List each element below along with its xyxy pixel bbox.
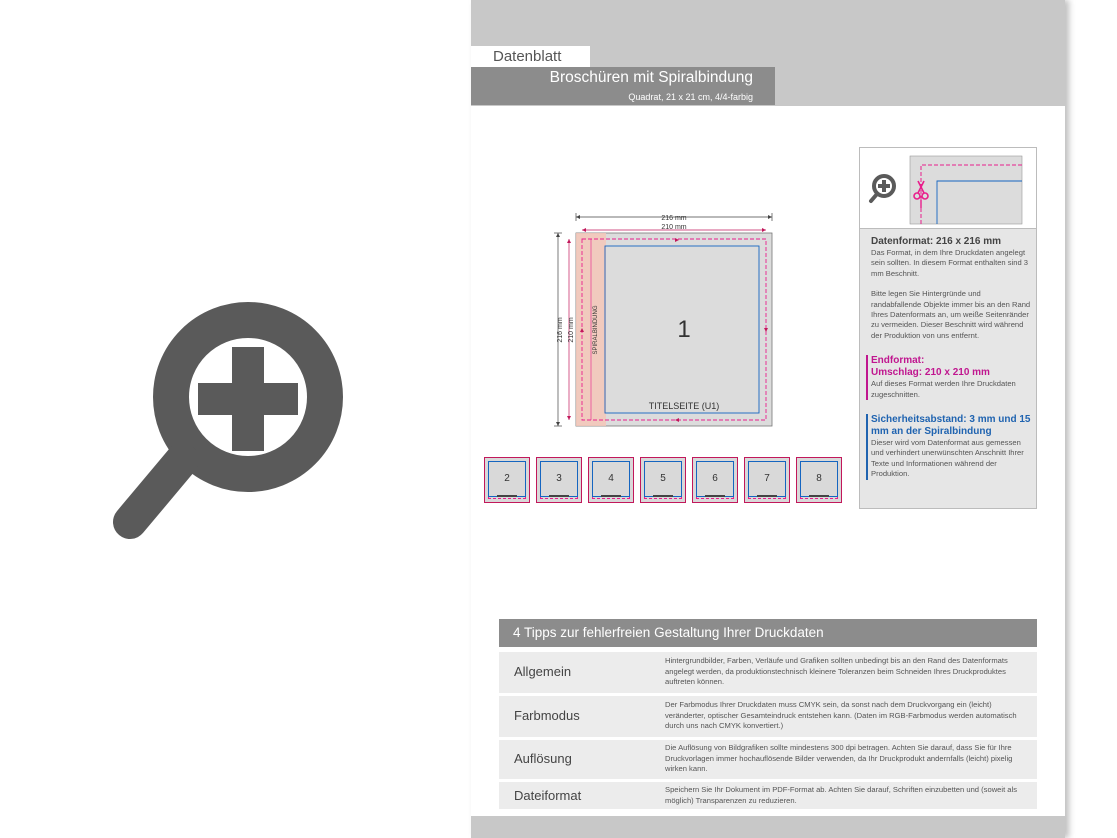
format-diagram xyxy=(549,205,779,435)
thumbnail-number: 7 xyxy=(764,473,770,484)
zoom-in-icon-small xyxy=(871,176,894,201)
thumbnail-spiral-icon xyxy=(653,495,673,497)
safety-margin-text: Dieser wird vom Datenformat aus gemessen und verhindert unerwünschten Anschnitt Ihrer Texte und Informationen während der Produktion. xyxy=(871,438,1024,479)
table-row xyxy=(499,740,1037,779)
info-preview xyxy=(860,148,1036,229)
thumbnail-number: 2 xyxy=(504,473,510,484)
page-subtitle: Quadrat, 21 x 21 cm, 4/4-farbig xyxy=(628,92,753,102)
tip-label: Allgemein xyxy=(514,664,572,679)
page-title: Broschüren mit Spiralbindung xyxy=(549,69,753,86)
tip-text: Die Auflösung von Bildgrafiken sollte mindestens 300 dpi betragen. Achten Sie darauf, dass Sie für Ihre Druckvorlagen immer hochauflösende Bilder verwenden, da Ihr Druckprodukt andernfalls (leicht) pixelig wirken kann. xyxy=(665,743,1013,774)
tip-label: Auflösung xyxy=(514,751,572,766)
page-thumbnail[interactable] xyxy=(484,457,530,503)
page-thumbnails xyxy=(484,457,846,507)
page-thumbnail[interactable] xyxy=(640,457,686,503)
outer-width-label: 216 mm xyxy=(661,215,687,222)
table-row xyxy=(499,782,1037,809)
zoom-in-icon[interactable] xyxy=(100,300,362,550)
tip-text: Der Farbmodus Ihrer Druckdaten muss CMYK sein, da sonst nach dem Druckvorgang ein (leicht) veränderter, optischer Gesamteindruck entstehen kann. (Daten im RGB-Farbmodus werden automatisch durch uns nach CMYK konvertiert.) xyxy=(665,700,1017,731)
tip-label: Dateiformat xyxy=(514,788,582,803)
thumbnail-spiral-icon xyxy=(809,495,829,497)
thumbnail-spiral-icon xyxy=(601,495,621,497)
thumbnail-number: 6 xyxy=(712,473,718,484)
page-number: 1 xyxy=(677,316,691,343)
table-row xyxy=(499,696,1037,737)
thumbnail-number: 8 xyxy=(816,473,822,484)
thumbnail-number: 4 xyxy=(608,473,614,484)
thumbnail-spiral-icon xyxy=(497,495,517,497)
thumbnail-spiral-icon xyxy=(549,495,569,497)
tip-text: Speichern Sie Ihr Dokument im PDF-Format ab. Achten Sie darauf, Schriften einzubetten und (soweit als möglich) Transparenzen zu reduzieren. xyxy=(665,785,1018,805)
info-text xyxy=(871,236,1033,480)
endformat-text: Auf dieses Format werden Ihre Druckdaten zugeschnitten. xyxy=(871,379,1016,399)
inner-height-label: 210 mm xyxy=(568,317,575,343)
tip-text: Hintergrundbilder, Farben, Verläufe und Grafiken sollten unbedingt bis an den Rand des Datenformats angelegt werden, da produktionstechnisch kleinere Toleranzen beim Schneiden Ihres Druckproduktes auftreten können. xyxy=(665,656,1008,687)
page-footer-background xyxy=(471,816,1065,838)
info-panel xyxy=(859,147,1037,509)
thumbnail-spiral-icon xyxy=(757,495,777,497)
outer-height-label: 216 mm xyxy=(557,317,564,343)
endformat-umschlag: Umschlag: 210 x 210 mm xyxy=(871,367,990,379)
page-thumbnail[interactable] xyxy=(744,457,790,503)
tip-label: Farbmodus xyxy=(514,708,580,723)
page-thumbnail[interactable] xyxy=(692,457,738,503)
cover-label: TITELSEITE (U1) xyxy=(648,401,720,411)
datenformat-hint: Bitte legen Sie Hintergründe und randabfallende Objekte immer bis an den Rand Ihres Datenformats an, um weiße Seitenränder zu vermeiden. Dieser Beschnitt wird während der Produktion von uns entfernt. xyxy=(871,289,1031,340)
datenformat-text: Das Format, in dem Ihre Druckdaten angelegt sein sollten. In diesem Format enthalten sind 3 mm Beschnitt. xyxy=(871,248,1029,278)
endformat-title: Endformat: xyxy=(871,355,925,367)
title-box xyxy=(471,67,775,105)
page-thumbnail[interactable] xyxy=(796,457,842,503)
thumbnail-number: 3 xyxy=(556,473,562,484)
thumbnail-spiral-icon xyxy=(705,495,725,497)
page-thumbnail[interactable] xyxy=(536,457,582,503)
tips-section xyxy=(499,619,1037,805)
datasheet-tab: Datenblatt xyxy=(471,46,590,67)
page-thumbnail[interactable] xyxy=(588,457,634,503)
datasheet-page xyxy=(471,0,1065,838)
spine-label: SPIRALBINDUNG xyxy=(593,305,599,355)
tips-title: 4 Tipps zur fehlerfreien Gestaltung Ihrer Druckdaten xyxy=(499,619,1037,647)
thumbnail-number: 5 xyxy=(660,473,666,484)
inner-width-label: 210 mm xyxy=(661,224,687,231)
preview-graphic xyxy=(860,148,1036,228)
table-row xyxy=(499,652,1037,693)
datenformat-title: Datenformat: 216 x 216 mm xyxy=(871,236,1002,247)
safety-margin-title: Sicherheitsabstand: 3 mm und 15 mm an der Spiralbindung xyxy=(871,414,1031,438)
